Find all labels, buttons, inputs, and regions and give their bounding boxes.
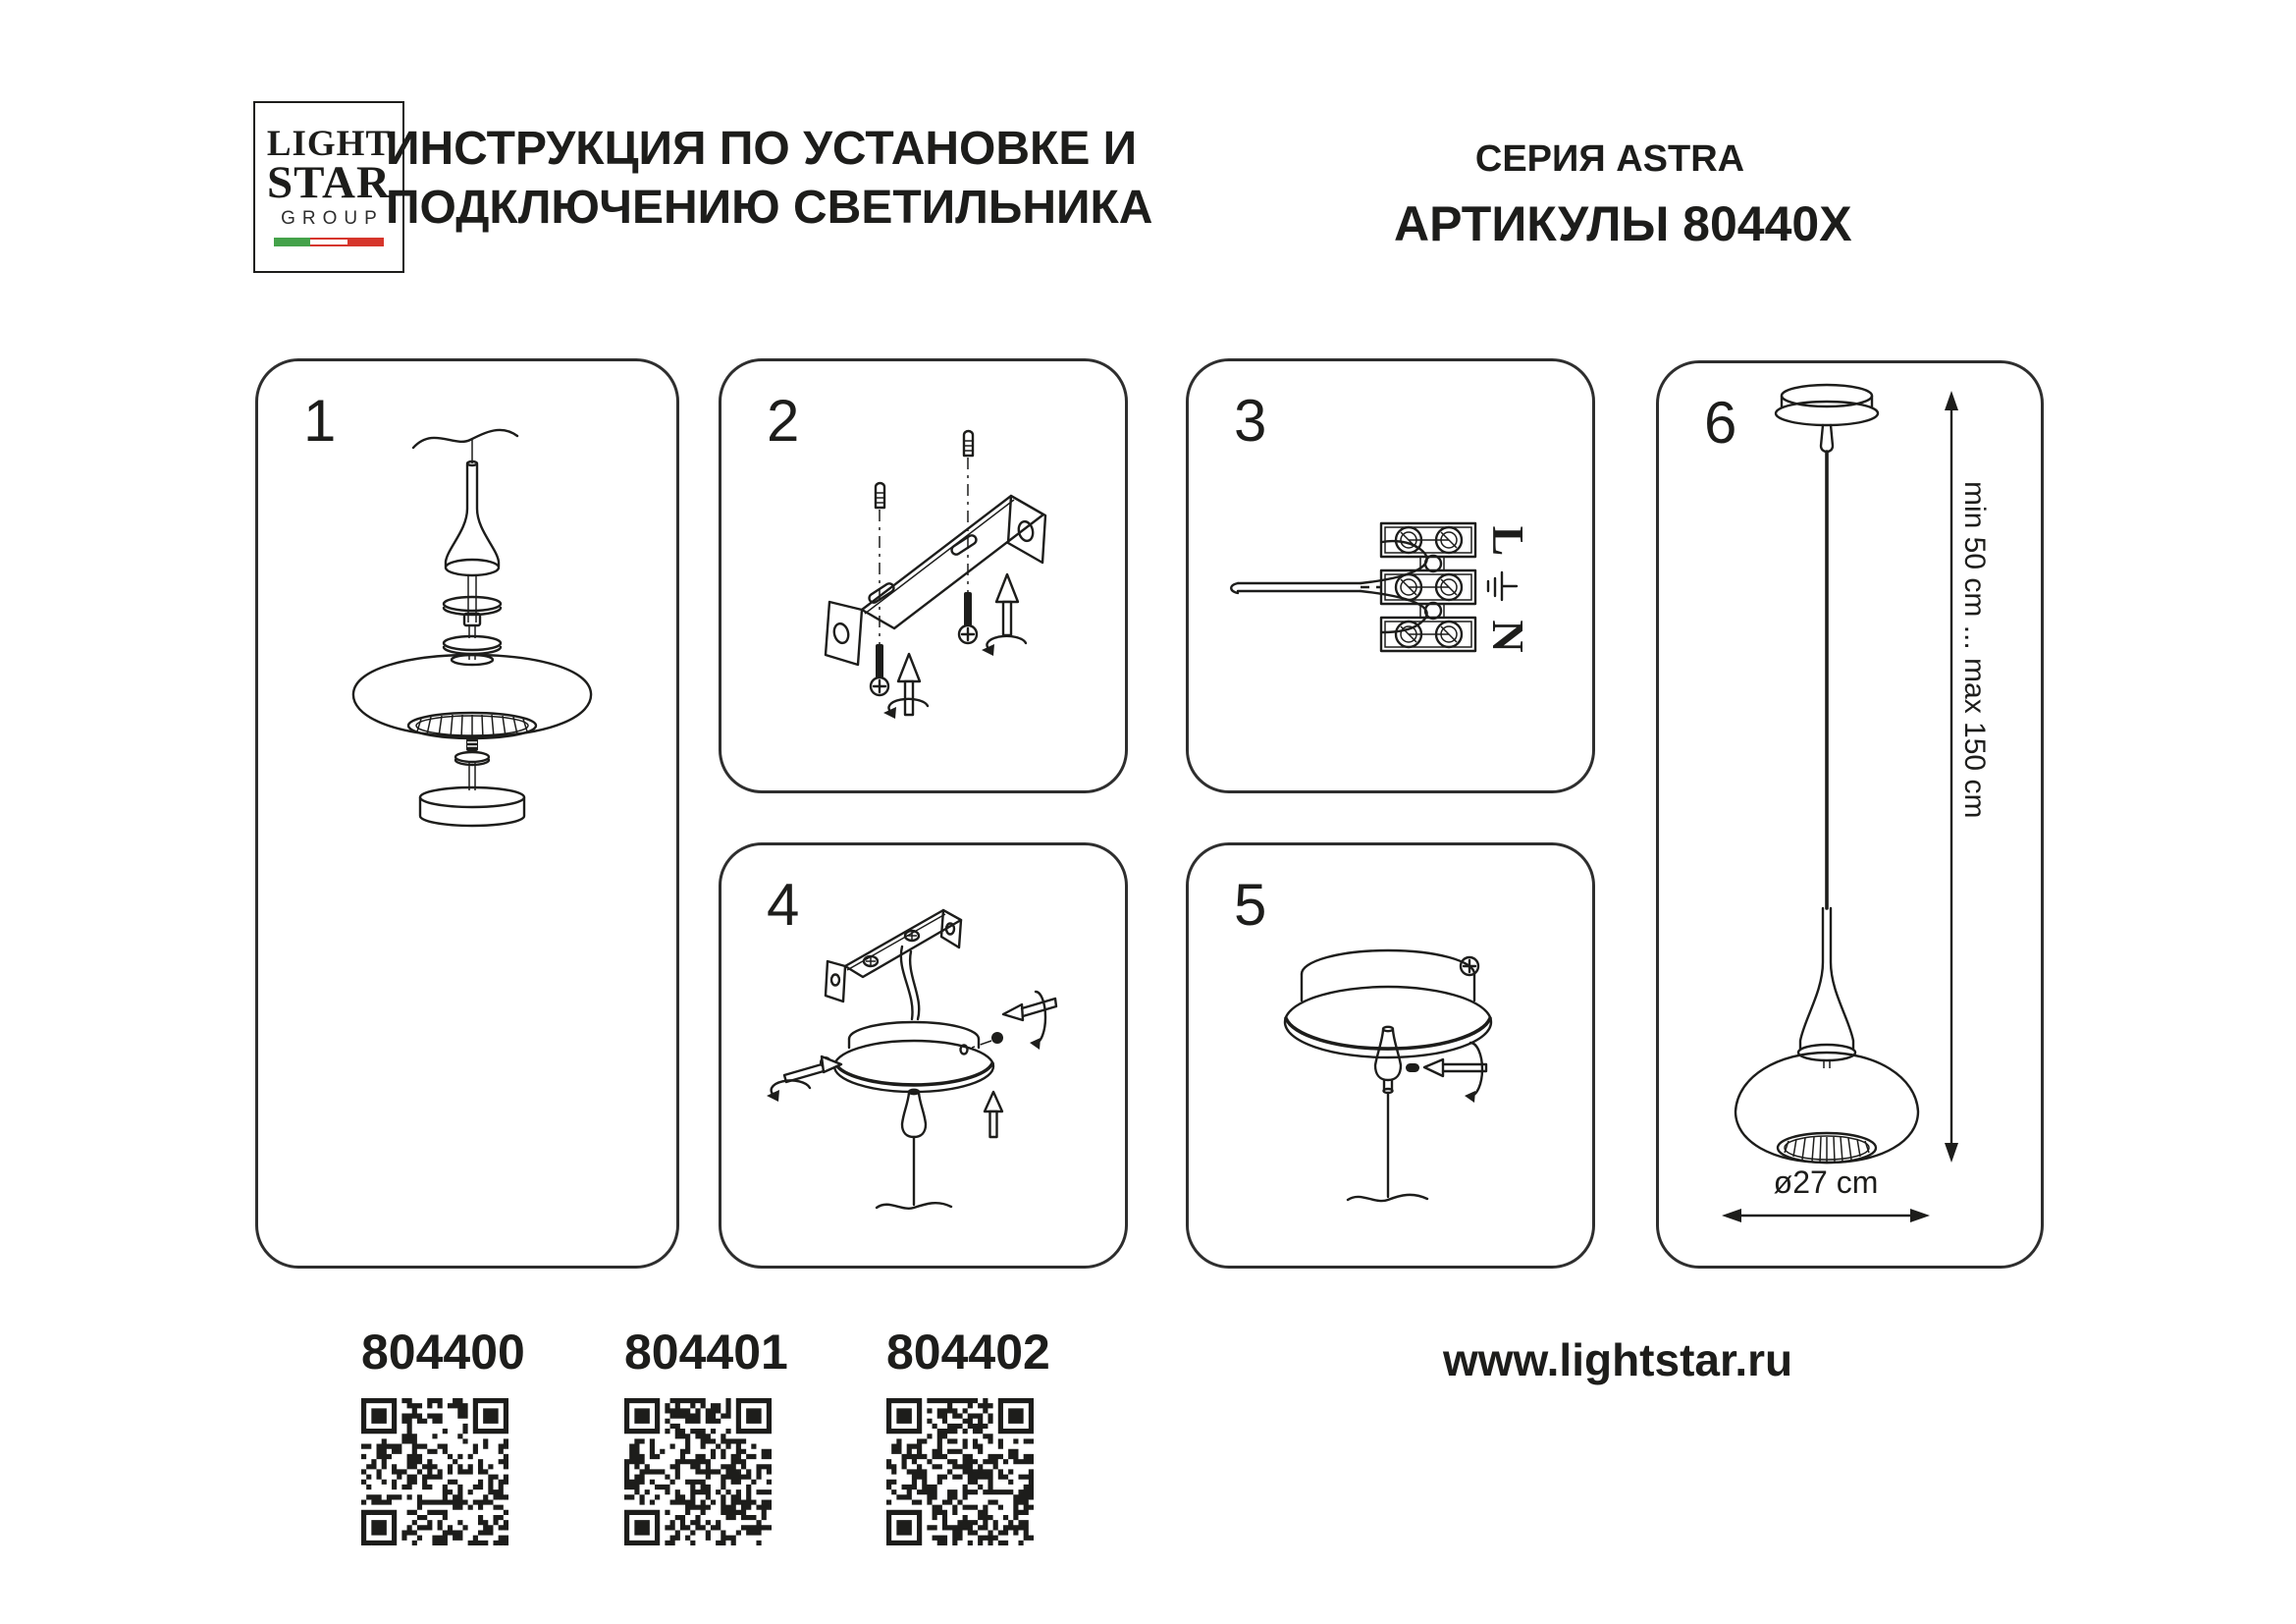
canopy-cord-grip-drawing — [1189, 845, 1598, 1272]
page-title — [386, 120, 1152, 237]
terminal-label-line: L — [1483, 525, 1534, 557]
logo-word-light: LIGHT — [266, 123, 392, 164]
step-number: 4 — [767, 872, 800, 938]
terminal-label-neutral: N — [1483, 620, 1534, 653]
panel-step-2 — [719, 358, 1128, 793]
step-number: 5 — [1234, 872, 1267, 938]
earth-symbol — [1488, 572, 1517, 600]
step-number: 3 — [1234, 388, 1267, 454]
panel-step-6 — [1656, 360, 2044, 1269]
step-number: 6 — [1704, 390, 1737, 456]
qr-code-804401 — [624, 1398, 772, 1545]
step-number: 1 — [303, 388, 337, 454]
page-title-line2: ПОДКЛЮЧЕНИЮ СВЕТИЛЬНИКА — [386, 181, 1153, 234]
diameter-dimension-label: ø27 cm — [1773, 1164, 1879, 1200]
flag-green-stripe — [274, 238, 310, 246]
article-code: 804402 — [886, 1325, 1050, 1380]
panel-step-5 — [1186, 842, 1595, 1269]
step-number: 2 — [767, 388, 800, 454]
height-dimension-label: min 50 cm ... max 150 cm — [1958, 481, 1991, 819]
logo-word-star: STAR — [267, 157, 391, 209]
terminal-block-wiring-drawing — [1189, 361, 1598, 796]
flag-red-stripe — [347, 238, 384, 246]
website-url: www.lightstar.ru — [1443, 1334, 1793, 1385]
panel-step-4 — [719, 842, 1128, 1269]
mounting-bracket-drawing — [721, 361, 1131, 796]
panel-step-1 — [255, 358, 679, 1269]
italian-flag-icon — [274, 238, 384, 246]
flag-white-stripe — [310, 238, 347, 246]
qr-code-804400 — [361, 1398, 508, 1545]
articles-label: АРТИКУЛЫ 80440X — [1394, 196, 1852, 251]
logo-word-group: GROUP — [281, 208, 384, 230]
article-code: 804401 — [624, 1325, 788, 1380]
exploded-pendant-drawing — [258, 361, 682, 1272]
lightstar-logo — [253, 101, 404, 273]
canopy-to-bracket-drawing — [721, 845, 1131, 1272]
series-label: СЕРИЯ ASTRA — [1474, 138, 1745, 180]
page-title-line1: ИНСТРУКЦИЯ ПО УСТАНОВКЕ И — [386, 123, 1138, 175]
article-code: 804400 — [361, 1325, 525, 1380]
qr-code-804402 — [886, 1398, 1034, 1545]
panel-step-3 — [1186, 358, 1595, 793]
